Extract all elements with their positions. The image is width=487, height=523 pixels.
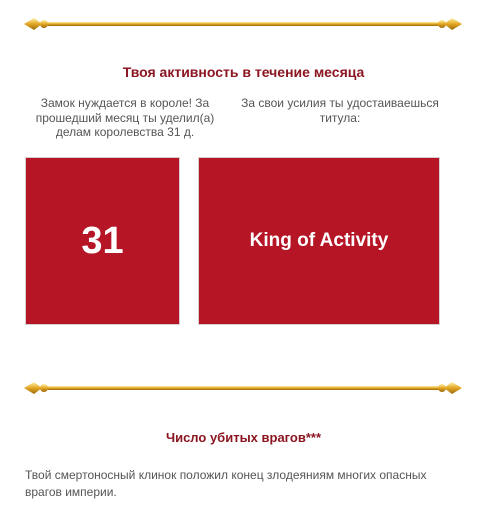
title-description: За свои усилия ты удостаиваешься титула: — [241, 96, 439, 125]
golden-divider-icon — [24, 12, 462, 36]
activity-description: Замок нуждается в короле! За прошедший месяц ты уделил(а) делам королевства 31 д. — [35, 96, 215, 139]
enemies-title: Число убитых врагов*** — [165, 430, 322, 445]
activity-title: Твоя активность в течение месяца — [122, 64, 365, 80]
golden-divider-icon — [24, 376, 462, 400]
award-title-tile — [198, 157, 440, 325]
enemies-description: Твой смертоносный клинок положил конец злодеяниям многих опасных врагов империи. — [25, 468, 427, 499]
award-title-value: King of Activity — [249, 230, 389, 251]
days-active-value: 31 — [81, 219, 124, 262]
days-active-tile — [25, 157, 180, 325]
